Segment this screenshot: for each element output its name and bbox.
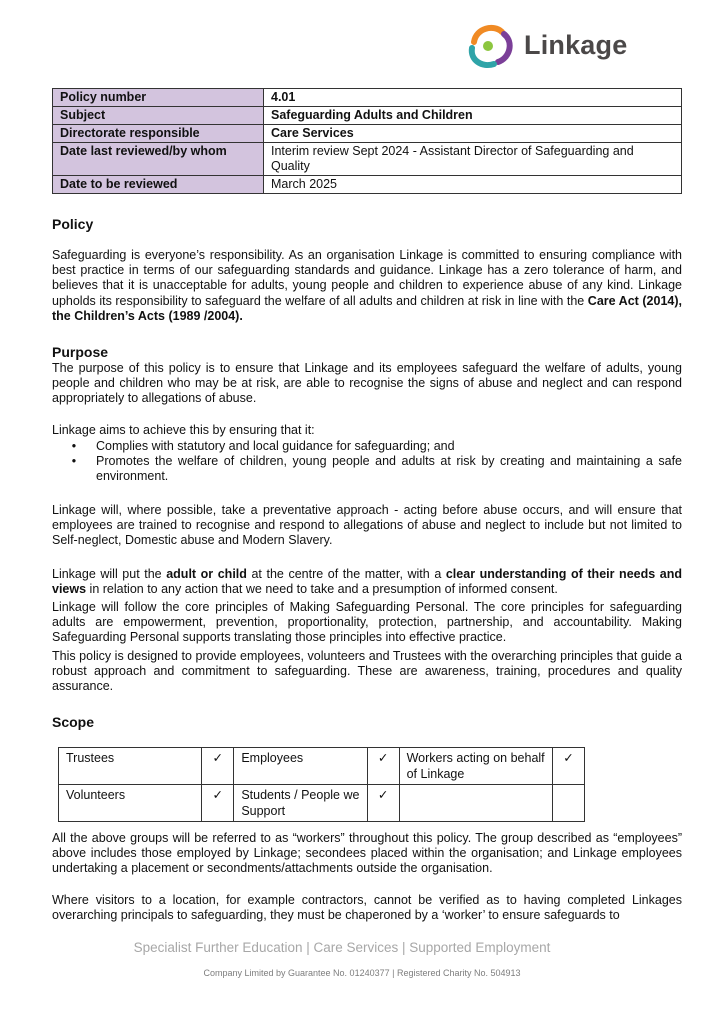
- scope-cell-empty: [552, 785, 584, 822]
- checkmark-icon: ✓: [367, 785, 399, 822]
- text-run: Linkage will put the: [52, 567, 167, 581]
- linkage-logo: [464, 22, 644, 74]
- scope-paragraph-1: All the above groups will be referred to as “workers” throughout this policy. The group described as “employees” above includes those employed by Linkage; secondees placed within the organisation; and Linkage employees undertaking a placement or secondments/attachments outside the organisation.: [52, 831, 682, 876]
- purpose-paragraph-2: Linkage will, where possible, take a preventative approach - acting before abuse occurs, and will ensure that employees are trained to recognise and respond to allegations of abuse and neglect to include but not limited to Self-neglect, Domestic abuse and Modern Slavery.: [52, 503, 682, 548]
- bullet-text: Promotes the welfare of children, young people and adults at risk by creating and maintaining a safe environment.: [96, 454, 682, 484]
- policy-number-label: Policy number: [53, 89, 264, 107]
- scope-heading: Scope: [52, 714, 95, 730]
- table-row: [53, 143, 682, 176]
- last-reviewed-label: Date last reviewed/by whom: [53, 143, 264, 176]
- list-item: [52, 439, 682, 454]
- purpose-paragraph-5: This policy is designed to provide employees, volunteers and Trustees with the overarching principles that guide a robust approach and commitment to safeguarding. These are awareness, training, procedures and quality assurance.: [52, 649, 682, 694]
- purpose-heading: Purpose: [52, 344, 109, 360]
- review-date-label: Date to be reviewed: [53, 176, 264, 194]
- table-row: [59, 748, 585, 785]
- text-run-bold: adult or child: [166, 567, 247, 581]
- table-row: [53, 89, 682, 107]
- checkmark-icon: ✓: [552, 748, 584, 785]
- policy-number-value: 4.01: [264, 89, 682, 107]
- bullet-icon: •: [71, 454, 77, 469]
- purpose-paragraph-3: [52, 567, 682, 597]
- purpose-paragraph-4: Linkage will follow the core principles of Making Safeguarding Personal. The core principles for safeguarding adults are empowerment, prevention, proportionality, protection, partnership, and accountability. Making Safeguarding Personal supports translating those principles into effective practice.: [52, 600, 682, 645]
- table-row: [53, 176, 682, 194]
- last-reviewed-value: Interim review Sept 2024 - Assistant Director of Safeguarding and Quality: [264, 143, 682, 176]
- bullet-text: Complies with statutory and local guidance for safeguarding; and: [96, 439, 455, 453]
- review-date-value: March 2025: [264, 176, 682, 194]
- footer-services: Specialist Further Education | Care Services | Supported Employment: [133, 940, 551, 955]
- policy-acts-text: Care Act (2014), the Children’s Acts (1989 /2004).: [52, 293, 682, 323]
- brand-name: Linkage: [524, 30, 628, 60]
- scope-cell-empty: [399, 785, 552, 822]
- bullet-icon: •: [71, 439, 77, 453]
- scope-cell: Volunteers: [59, 785, 202, 822]
- checkmark-icon: ✓: [202, 748, 234, 785]
- scope-cell: Trustees: [59, 748, 202, 785]
- policy-info-table: [52, 88, 682, 194]
- footer-registration: Company Limited by Guarantee No. 01240377 | Registered Charity No. 504913: [203, 968, 521, 978]
- scope-cell: Students / People we Support: [234, 785, 367, 822]
- table-row: [59, 785, 585, 822]
- text-run-bold: clear understanding of their needs and views: [52, 567, 682, 597]
- policy-heading: Policy: [52, 216, 94, 232]
- table-row: [53, 125, 682, 143]
- purpose-intro: Linkage aims to achieve this by ensuring that it:: [52, 423, 315, 437]
- scope-paragraph-2: Where visitors to a location, for example contractors, cannot be verified as to having completed Linkages overarching principals to safeguarding, they must be chaperoned by a ‘worker’ to ensure safeguards to: [52, 893, 682, 923]
- text-run: in relation to any action that we need to take and a presumption of informed consent.: [86, 582, 558, 597]
- scope-cell: Employees: [234, 748, 367, 785]
- policy-text: Safeguarding is everyone’s responsibility. As an organisation Linkage is committed to ensuring compliance with best practice in terms of our safeguarding standards and guidance. Linkage has a zero tolerance of harm, and believes that it is unacceptable for adults, young people and children to experience abuse of any kind. Linkage upholds its responsibility to safeguard the welfare of all adults and children at risk in line with the: [52, 248, 682, 308]
- checkmark-icon: ✓: [202, 785, 234, 822]
- table-row: [53, 107, 682, 125]
- text-run: at the centre of the matter, with a: [246, 567, 446, 581]
- scope-table: [58, 747, 585, 822]
- list-item: [52, 454, 682, 484]
- directorate-label: Directorate responsible: [53, 125, 264, 143]
- scope-cell: Workers acting on behalf of Linkage: [399, 748, 552, 785]
- purpose-bullet-list: [52, 439, 682, 485]
- checkmark-icon: ✓: [367, 748, 399, 785]
- policy-paragraph: [52, 248, 682, 324]
- subject-label: Subject: [53, 107, 264, 125]
- purpose-paragraph-1: The purpose of this policy is to ensure that Linkage and its employees safeguard the welfare of adults, young people and children who may be at risk, are able to recognise the signs of abuse and neglect and can respond appropriately to allegations of abuse.: [52, 361, 682, 406]
- subject-value: Safeguarding Adults and Children: [264, 107, 682, 125]
- linkage-swirl-icon: [464, 22, 520, 70]
- directorate-value: Care Services: [264, 125, 682, 143]
